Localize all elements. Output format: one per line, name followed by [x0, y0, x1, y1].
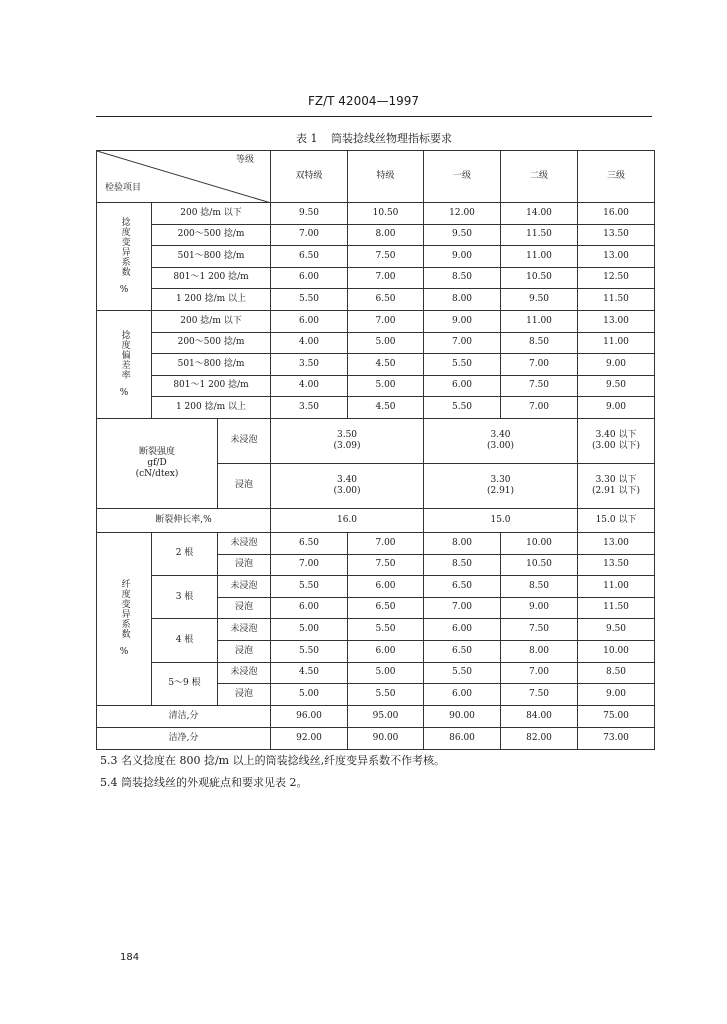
value-cell: 6.00: [271, 597, 348, 619]
value-cell: 7.50: [348, 554, 424, 576]
table-row: [97, 354, 655, 376]
value-cell: 9.00: [501, 597, 578, 619]
value-cell: 7.50: [348, 246, 424, 268]
value-cell: 13.00: [578, 532, 655, 554]
value-cell: 14.00: [501, 203, 578, 225]
value-cell: 7.00: [271, 224, 348, 246]
value-cell: 96.00: [271, 705, 348, 727]
table-row: [97, 224, 655, 246]
value-cell: 6.50: [348, 289, 424, 311]
value-cell: 8.50: [424, 267, 501, 289]
range-label: 801～1 200 捻/m: [152, 267, 271, 289]
condition-label: 浸泡: [218, 597, 271, 619]
value-cell: 5.50: [271, 289, 348, 311]
value-cell: 8.00: [348, 224, 424, 246]
value-cell: 84.00: [501, 705, 578, 727]
condition-label: 未浸泡: [218, 418, 271, 463]
value-cell: 4.50: [348, 397, 424, 419]
value-si: (3.09): [333, 440, 361, 451]
corner-cell: [97, 151, 271, 203]
condition-label: 浸泡: [218, 463, 271, 508]
twist-cv-section: [97, 203, 655, 311]
value: 3.30 以下: [595, 474, 637, 485]
range-label: 501～800 捻/m: [152, 354, 271, 376]
condition-label: 未浸泡: [218, 576, 271, 598]
value-cell: 9.50: [578, 375, 655, 397]
value-cell: 13.00: [578, 246, 655, 268]
value-cell: 10.00: [578, 640, 655, 662]
strength-label-cell: [97, 418, 218, 508]
value-cell: 6.00: [348, 640, 424, 662]
value-cell: 4.50: [348, 354, 424, 376]
value-cell: 5.50: [424, 354, 501, 376]
table-row: [97, 267, 655, 289]
value-cell: 9.50: [578, 619, 655, 641]
value-cell: 5.00: [348, 375, 424, 397]
value: 3.50: [336, 429, 358, 440]
value-cell: 11.50: [578, 597, 655, 619]
table-row: [97, 662, 655, 684]
value-cell: 13.50: [578, 554, 655, 576]
condition-label: 浸泡: [218, 640, 271, 662]
grade-label: 等级: [236, 155, 255, 165]
neatness-row: [97, 727, 655, 749]
value-cell: 4.00: [271, 332, 348, 354]
value-cell: 11.50: [578, 289, 655, 311]
value-cell: 5.50: [348, 684, 424, 706]
cleanness-label: 清洁,分: [97, 705, 271, 727]
section-unit: %: [119, 647, 129, 658]
ply-group-label: 5～9 根: [152, 662, 218, 705]
value-cell: 6.50: [348, 597, 424, 619]
value-cell: 8.50: [501, 332, 578, 354]
section-label-cell: [97, 532, 152, 705]
value-cell: 7.00: [501, 662, 578, 684]
value-cell: 9.50: [501, 289, 578, 311]
header-row: [97, 151, 655, 203]
ply-group-label: 2 根: [152, 532, 218, 575]
value: 3.40 以下: [595, 429, 637, 440]
table-row: [97, 532, 655, 554]
value-cell: 6.00: [348, 576, 424, 598]
value-cell: 7.00: [348, 267, 424, 289]
value-cell: [578, 463, 655, 508]
value-cell: 9.50: [271, 203, 348, 225]
grade-header: 一级: [424, 151, 501, 203]
value-cell: 6.00: [424, 619, 501, 641]
condition-label: 浸泡: [218, 684, 271, 706]
table-row: [97, 619, 655, 641]
value-si: (3.00): [333, 485, 361, 496]
value-cell: 13.50: [578, 224, 655, 246]
value-cell: 4.50: [271, 662, 348, 684]
value-cell: 8.00: [424, 532, 501, 554]
value-cell: [424, 418, 578, 463]
range-label: 501～800 捻/m: [152, 246, 271, 268]
value-cell: 9.00: [424, 246, 501, 268]
value: 3.40: [336, 474, 358, 485]
value-cell: 12.50: [578, 267, 655, 289]
value-cell: 7.00: [424, 332, 501, 354]
grade-header: 双特级: [271, 151, 348, 203]
value-cell: 10.50: [501, 267, 578, 289]
section-label-cell: [97, 203, 152, 311]
value-cell: 16.0: [271, 508, 424, 532]
ply-group-label: 4 根: [152, 619, 218, 662]
value-cell: 5.50: [424, 397, 501, 419]
value-cell: 15.0: [424, 508, 578, 532]
value-cell: 5.50: [271, 576, 348, 598]
value-cell: 7.00: [348, 532, 424, 554]
section-label-cell: [97, 310, 152, 418]
value-cell: 13.00: [578, 310, 655, 332]
table-row: [97, 332, 655, 354]
value-cell: 5.50: [271, 640, 348, 662]
value-cell: 9.50: [424, 224, 501, 246]
standard-code: FZ/T 42004—1997: [307, 94, 420, 108]
condition-label: 浸泡: [218, 554, 271, 576]
value-si: (3.00): [486, 440, 515, 451]
value-cell: 5.00: [348, 662, 424, 684]
section-label: 捻度偏差率: [119, 329, 130, 380]
value-cell: 10.50: [348, 203, 424, 225]
value-cell: 8.00: [501, 640, 578, 662]
value-cell: 3.50: [271, 354, 348, 376]
value-cell: 3.50: [271, 397, 348, 419]
section-unit: %: [119, 387, 129, 398]
value-cell: 6.50: [424, 640, 501, 662]
value-cell: 7.50: [501, 619, 578, 641]
value-cell: 8.50: [424, 554, 501, 576]
value-cell: 11.00: [578, 576, 655, 598]
value-cell: [578, 418, 655, 463]
strength-unit-si: (cN/dtex): [135, 469, 179, 480]
table-caption: 筒装捻线丝物理指标要求: [331, 132, 452, 145]
value-cell: 4.00: [271, 375, 348, 397]
fiber-cv-section: [97, 532, 655, 705]
value-cell: 7.00: [271, 554, 348, 576]
condition-label: 未浸泡: [218, 662, 271, 684]
range-label: 200 捻/m 以下: [152, 203, 271, 225]
note-5-3: 5.3 名义捻度在 800 捻/m 以上的筒装捻线丝,纤度变异系数不作考核。: [100, 754, 446, 767]
value-cell: 82.00: [501, 727, 578, 749]
table-row: [97, 289, 655, 311]
value-cell: 12.00: [424, 203, 501, 225]
cleanness-row: [97, 705, 655, 727]
note-5-4: 5.4 筒装捻线丝的外观疵点和要求见表 2。: [100, 776, 308, 789]
value-cell: 7.50: [501, 684, 578, 706]
value-cell: 11.00: [578, 332, 655, 354]
elongation-row: [97, 508, 655, 532]
value-cell: 6.50: [424, 576, 501, 598]
neatness-label: 洁净,分: [97, 727, 271, 749]
table-row: [97, 375, 655, 397]
value-cell: 8.00: [424, 289, 501, 311]
value-cell: 90.00: [348, 727, 424, 749]
value-cell: 5.00: [271, 619, 348, 641]
table-row: [97, 310, 655, 332]
value-cell: 8.50: [501, 576, 578, 598]
value-cell: 8.50: [578, 662, 655, 684]
value-cell: 6.00: [271, 267, 348, 289]
value-cell: 15.0 以下: [578, 508, 655, 532]
value-cell: 73.00: [578, 727, 655, 749]
value-cell: 7.00: [501, 397, 578, 419]
value-cell: 9.00: [578, 354, 655, 376]
strength-row: [97, 418, 655, 463]
value-cell: 7.00: [501, 354, 578, 376]
table-row: [97, 246, 655, 268]
header-rule: [96, 116, 652, 117]
page-number: 184: [120, 952, 140, 963]
value-cell: 92.00: [271, 727, 348, 749]
table-row: [97, 203, 655, 225]
range-label: 801～1 200 捻/m: [152, 375, 271, 397]
value-cell: 10.00: [501, 532, 578, 554]
value-cell: 11.00: [501, 246, 578, 268]
value: 3.40: [490, 429, 511, 440]
value-cell: 10.50: [501, 554, 578, 576]
value-cell: 5.50: [424, 662, 501, 684]
item-label: 检验项目: [105, 182, 142, 193]
value-cell: [424, 463, 578, 508]
value: 3.30: [490, 474, 511, 485]
value-cell: 6.50: [271, 532, 348, 554]
twist-dev-section: [97, 310, 655, 418]
table-title: [96, 130, 652, 146]
value-cell: 9.00: [578, 684, 655, 706]
spec-table: [96, 150, 655, 750]
value-cell: 90.00: [424, 705, 501, 727]
value-cell: 16.00: [578, 203, 655, 225]
value-cell: 5.50: [348, 619, 424, 641]
range-label: 200 捻/m 以下: [152, 310, 271, 332]
value-si: (2.91 以下): [592, 485, 640, 496]
value-cell: 95.00: [348, 705, 424, 727]
value-cell: 5.00: [348, 332, 424, 354]
range-label: 200～500 捻/m: [152, 332, 271, 354]
value-si: (3.00 以下): [592, 440, 640, 451]
range-label: 200～500 捻/m: [152, 224, 271, 246]
value-cell: 9.00: [578, 397, 655, 419]
ply-group-label: 3 根: [152, 576, 218, 619]
value-cell: 6.00: [271, 310, 348, 332]
value-cell: [271, 418, 424, 463]
section-label: 纤度变异系数: [119, 579, 130, 640]
value-cell: 5.00: [271, 684, 348, 706]
elongation-label: 断裂伸长率,%: [97, 508, 271, 532]
value-cell: 6.00: [424, 684, 501, 706]
range-label: 1 200 捻/m 以上: [152, 397, 271, 419]
range-label: 1 200 捻/m 以上: [152, 289, 271, 311]
value-cell: 7.00: [348, 310, 424, 332]
grade-header: 三级: [578, 151, 655, 203]
value-cell: 9.00: [424, 310, 501, 332]
condition-label: 未浸泡: [218, 619, 271, 641]
value-cell: 7.50: [501, 375, 578, 397]
strength-label: 断裂强度: [138, 446, 175, 457]
grade-header: 特级: [348, 151, 424, 203]
value-cell: 6.00: [424, 375, 501, 397]
strength-unit: gf/D: [147, 457, 167, 468]
value-cell: 11.50: [501, 224, 578, 246]
condition-label: 未浸泡: [218, 532, 271, 554]
value-cell: 7.00: [424, 597, 501, 619]
value-si: (2.91): [486, 485, 515, 496]
table-number: 表 1: [296, 132, 318, 145]
table-row: [97, 576, 655, 598]
table-row: [97, 397, 655, 419]
value-cell: 6.50: [271, 246, 348, 268]
grade-header: 二级: [501, 151, 578, 203]
value-cell: [271, 463, 424, 508]
value-cell: 11.00: [501, 310, 578, 332]
value-cell: 86.00: [424, 727, 501, 749]
value-cell: 75.00: [578, 705, 655, 727]
section-unit: %: [119, 284, 129, 295]
section-label: 捻度变异系数: [119, 216, 130, 277]
